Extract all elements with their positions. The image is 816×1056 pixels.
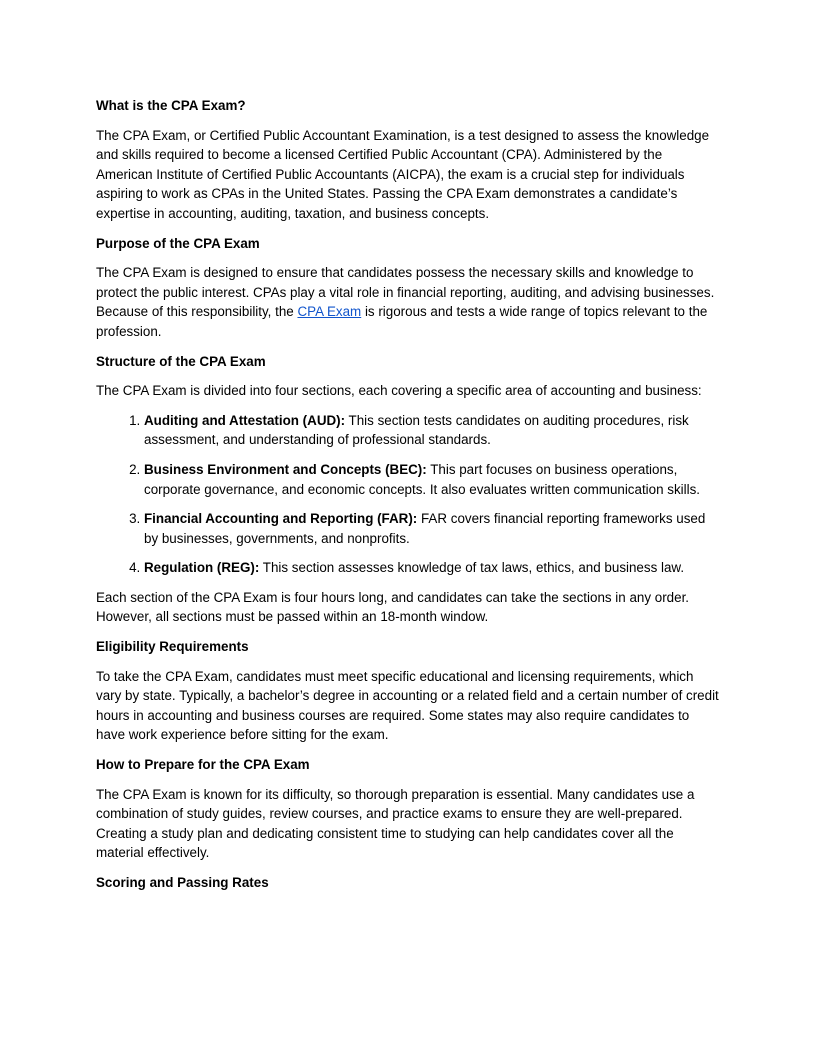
heading-how-to-prepare: How to Prepare for the CPA Exam	[96, 757, 310, 773]
cpa-exam-link[interactable]: CPA Exam	[297, 304, 362, 320]
list-item-term: Auditing and Attestation (AUD):	[144, 412, 346, 428]
paragraph-eligibility: To take the CPA Exam, candidates must meet specific educational and licensing requirements, which vary by state. Typically, a bachelor’s degree in accounting or a related field and a certain number of credit hours in accounting and business courses are required. Some states may also require candidates to have work experience before sitting for the exam.	[96, 668, 719, 743]
list-item-term: Regulation (REG):	[144, 560, 260, 576]
list-item-text: FAR covers financial reporting frameworks used by businesses, governments, and nonprofits.	[144, 511, 706, 546]
heading-what-is-cpa-exam: What is the CPA Exam?	[96, 98, 246, 113]
exam-sections-list	[96, 411, 720, 578]
list-item-term: Business Environment and Concepts (BEC):	[144, 461, 427, 477]
paragraph-structure-outro: Each section of the CPA Exam is four hours long, and candidates can take the sections in any order. However, all sections must be passed within an 18-month window.	[96, 589, 690, 625]
list-item-reg	[144, 558, 720, 578]
document-page	[96, 96, 720, 903]
heading-scoring: Scoring and Passing Rates	[96, 875, 269, 890]
paragraph-purpose	[96, 263, 720, 341]
list-item-text: This section assesses knowledge of tax laws, ethics, and business law.	[259, 560, 685, 576]
list-item-aud	[144, 411, 720, 450]
heading-purpose: Purpose of the CPA Exam	[96, 235, 260, 251]
list-item-text: This part focuses on business operations, corporate governance, and economic concepts. It also evaluates written communication skills.	[144, 461, 700, 497]
paragraph-purpose-text-before: The CPA Exam is designed to ensure that candidates possess the necessary skills and knowledge to protect the public interest. CPAs play a vital role in financial reporting, auditing, and advising businesses. Because of this responsibility, the	[96, 265, 715, 320]
list-item-term: Financial Accounting and Reporting (FAR):	[144, 511, 418, 527]
list-item-text: This section tests candidates on auditing procedures, risk assessment, and understanding of professional standards.	[144, 412, 689, 448]
heading-structure: Structure of the CPA Exam	[96, 353, 266, 369]
paragraph-structure-intro: The CPA Exam is divided into four sections, each covering a specific area of accounting and business:	[96, 383, 702, 399]
paragraph-what-is-cpa-exam: The CPA Exam, or Certified Public Accountant Examination, is a test designed to assess the knowledge and skills required to become a licensed Certified Public Accountant (CPA). Administered by the American Institute of Certified Public Accountants (AICPA), the exam is a crucial step for individuals aspiring to work as CPAs in the United States. Passing the CPA Exam demonstrates a candidate’s expertise in accounting, auditing, taxation, and business concepts.	[96, 127, 710, 221]
list-item-far	[144, 509, 720, 548]
paragraph-how-to-prepare: The CPA Exam is known for its difficulty, so thorough preparation is essential. Many candidates use a combination of study guides, review courses, and practice exams to ensure they are well-prepared. Creating a study plan and dedicating consistent time to studying can help candidates cover all the material effectively.	[96, 786, 695, 861]
paragraph-purpose-text-after: is rigorous and tests a wide range of topics relevant to the profession.	[96, 304, 708, 339]
list-item-bec	[144, 460, 720, 499]
heading-eligibility: Eligibility Requirements	[96, 639, 249, 655]
